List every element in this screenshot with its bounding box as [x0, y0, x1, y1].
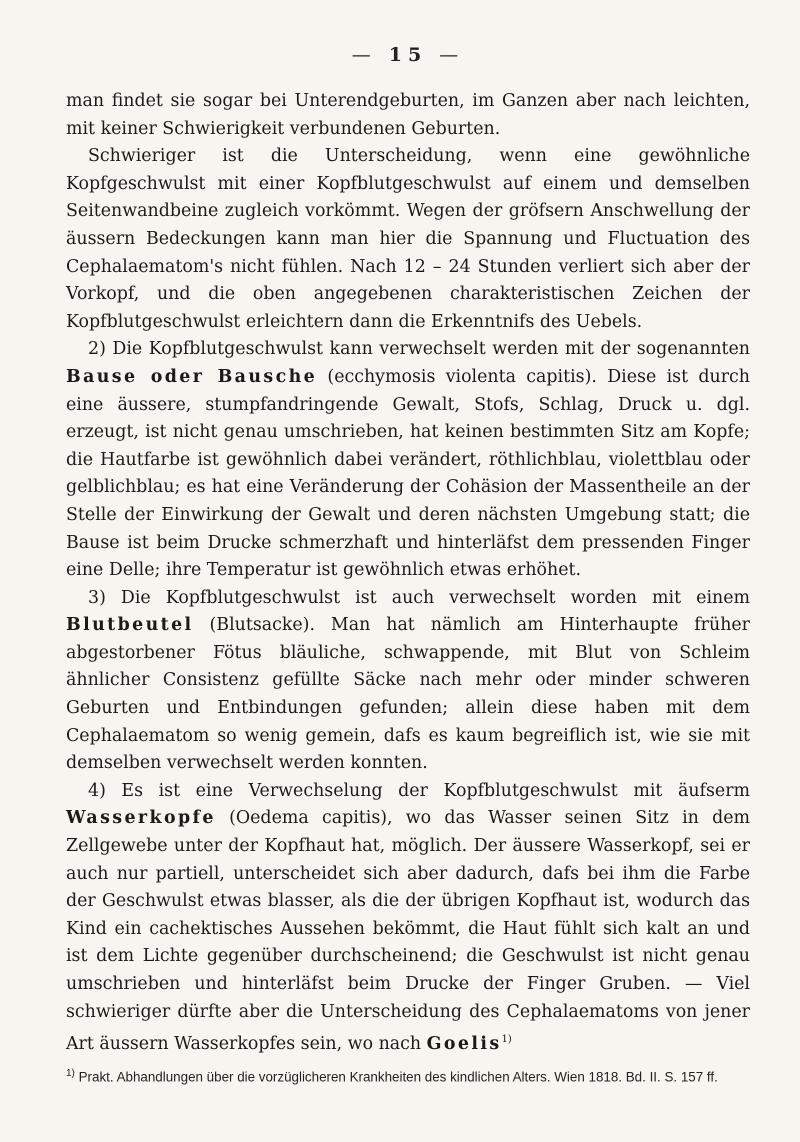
- body-text: [66, 88, 750, 1059]
- paragraph-2: [66, 336, 750, 584]
- paragraph-4-body: (Oedema capitis), wo das Wasser seinen Sitz in dem Zellgewebe unter der Kopfhaut hat, möglich. Der äussere Wasserkopf, sei er auch nur partiell, unterscheidet sich aber dadurch, dafs bei ihm die Farbe der Geschwulst etwas blasser, als die der übrigen Kopfhaut ist, wodurch das Kind ein cachektisches Aussehen bekömmt, die Haut fühlt sich kalt an und ist dem Lichte gegenüber durchscheinend; die Geschwulst ist nicht genau umschrieben und hinterläfst beim Drucke der Finger Gruben. — Viel schwieriger dürfte aber die Unterscheidung des Cephalaematoms von jener Art äussern Wasserkopfes sein, wo nach: [66, 808, 750, 1054]
- term-blutbeutel: Blutbeutel: [66, 615, 194, 636]
- paragraph-4: [66, 778, 750, 1059]
- paragraph-continuation: man findet sie sogar bei Unterendgeburten, im Ganzen aber nach leichten, mit keiner Schwierigkeit verbundenen Geburten.: [66, 91, 750, 139]
- paragraph-3-body: (Blutsacke). Man hat nämlich am Hinterhaupte früher abgestorbener Fötus bläuliche, schwappende, mit Blut von Schleim ähnlicher Consistenz gefüllte Säcke nach mehr oder minder schweren Geburten und Entbindungen gefunden; allein diese haben mit dem Cephalaematom so wenig gemein, dafs es kaum begreiflich ist, wie sie mit demselben verwechselt werden konnten.: [66, 615, 750, 774]
- footnote-reference: 1): [501, 1034, 512, 1046]
- footnote: [66, 1065, 750, 1086]
- footnote-marker: 1): [66, 1067, 75, 1079]
- paragraph-2-intro: 2) Die Kopfblutgeschwulst kann verwechselt werden mit der sogenannten: [88, 339, 750, 360]
- paragraph-3: [66, 585, 750, 778]
- term-wasserkopfe: Wasserkopfe: [66, 808, 216, 829]
- paragraph-3-intro: 3) Die Kopfblutgeschwulst ist auch verwechselt worden mit einem: [88, 587, 750, 608]
- paragraph-2-body: (ecchymosis violenta capitis). Diese ist durch eine äussere, stumpfandringende Gewalt, Stofs, Schlag, Druck u. dgl. erzeugt, ist nicht genau umschrieben, hat keinen bestimmten Sitz am Kopfe; die Hautfarbe ist gewöhnlich dabei verändert, röthlichblau, violettblau oder gelblichblau; es hat eine Veränderung der Cohäsion der Massentheile an der Stelle der Einwirkung der Gewalt und deren nächsten Umgebung statt; die Bause ist beim Drucke schmerzhaft und hinterläfst dem pressenden Finger eine Delle; ihre Temperatur ist gewöhnlich etwas erhöhet.: [66, 366, 750, 581]
- paragraph-4-intro: 4) Es ist eine Verwechselung der Kopfblutgeschwulst mit äufserm: [88, 780, 750, 801]
- paragraph-1: Schwieriger ist die Unterscheidung, wenn eine gewöhnliche Kopfgeschwulst mit einer Kopfblutgeschwulst auf einem und demselben Seitenwandbeine zugleich vorkömmt. Wegen der gröfsern Anschwellung der äussern Bedeckungen kann man hier die Spannung und Fluctuation des Cephalaematom's nicht fühlen. Nach 12 – 24 Stunden verliert sich aber der Vorkopf, und die oben angegebenen charakteristischen Zeichen der Kopfblutgeschwulst erleichtern dann die Erkenntnifs des Uebels.: [66, 146, 750, 332]
- page-header: [66, 44, 750, 66]
- term-bause: Bause oder Bausche: [66, 366, 318, 387]
- footnote-text: Prakt. Abhandlungen über die vorzüglicheren Krankheiten des kindlichen Alters. Wien 1818. Bd. II. S. 157 ff.: [74, 1069, 718, 1085]
- author-goelis: Goelis: [426, 1033, 502, 1054]
- header-dash-right: —: [439, 44, 465, 66]
- header-dash-left: —: [351, 44, 377, 66]
- page-number: 15: [388, 44, 428, 66]
